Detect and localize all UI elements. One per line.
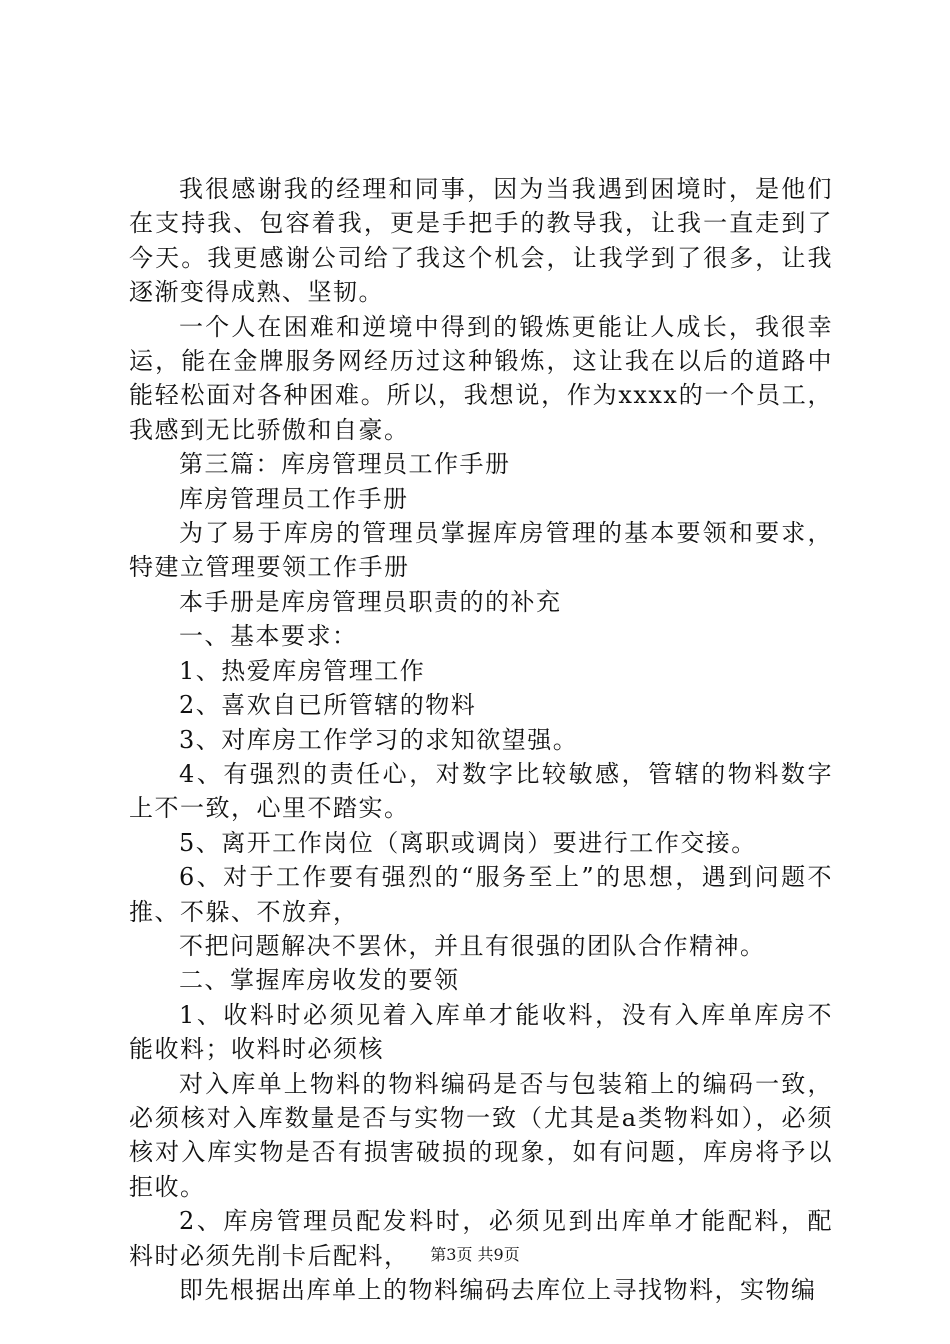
list-item: 1、收料时必须见着入库单才能收料，没有入库单库房不能收料；收料时必须核 xyxy=(129,1000,833,1064)
document-body xyxy=(129,172,833,1307)
paragraph: 不把问题解决不罢休，并且有很强的团队合作精神。 xyxy=(179,931,766,960)
list-item: 3、对库房工作学习的求知欲望强。 xyxy=(179,725,579,754)
section-heading: 二、掌握库房收发的要领 xyxy=(179,966,460,995)
document-title: 库房管理员工作手册 xyxy=(179,484,409,513)
page-number: 第3页 共9页 xyxy=(430,1245,520,1264)
paragraph: 本手册是库房管理员职责的的补充 xyxy=(179,587,562,616)
list-item: 6、对于工作要有强烈的“服务至上”的思想，遇到问题不推、不躲、不放弃， xyxy=(129,863,833,926)
paragraph: 为了易于库房的管理员掌握库房管理的基本要领和要求，特建立管理要领工作手册 xyxy=(129,519,833,582)
list-item: 4、有强烈的责任心，对数字比较敏感，管辖的物料数字上不一致，心里不踏实。 xyxy=(129,759,833,823)
list-item: 5、离开工作岗位（离职或调岗）要进行工作交接。 xyxy=(179,828,757,857)
list-item: 2、喜欢自已所管辖的物料 xyxy=(179,691,477,720)
paragraph: 即先根据出库单上的物料编码去库位上寻找物料，实物编 xyxy=(179,1276,817,1304)
paragraph: 一个人在困难和逆境中得到的锻炼更能让人成长，我很幸运，能在金牌服务网经历过这种锻炼，这让我在以后的道路中能轻松面对各种困难。所以，我想说，作为xxxx的一个员工，我感到无比骄傲和自豪。 xyxy=(129,312,833,444)
section-heading: 第三篇：库房管理员工作手册 xyxy=(179,450,511,479)
paragraph: 对入库单上物料的物料编码是否与包装箱上的编码一致，必须核对入库数量是否与实物一致（尤其是a类物料如），必须核对入库实物是否有损害破损的现象，如有问题，库房将予以拒收。 xyxy=(129,1069,833,1201)
section-heading: 一、基本要求： xyxy=(179,622,358,651)
list-item: 1、热爱库房管理工作 xyxy=(179,656,426,685)
list-item: 2、库房管理员配发料时，必须见到出库单才能配料，配料时必须先削卡后配料， xyxy=(129,1207,833,1270)
paragraph: 我很感谢我的经理和同事，因为当我遇到困境时，是他们在支持我、包容着我，更是手把手的教导我，让我一直走到了今天。我更感谢公司给了我这个机会，让我学到了很多，让我逐渐变得成熟、坚韧。 xyxy=(129,175,833,307)
